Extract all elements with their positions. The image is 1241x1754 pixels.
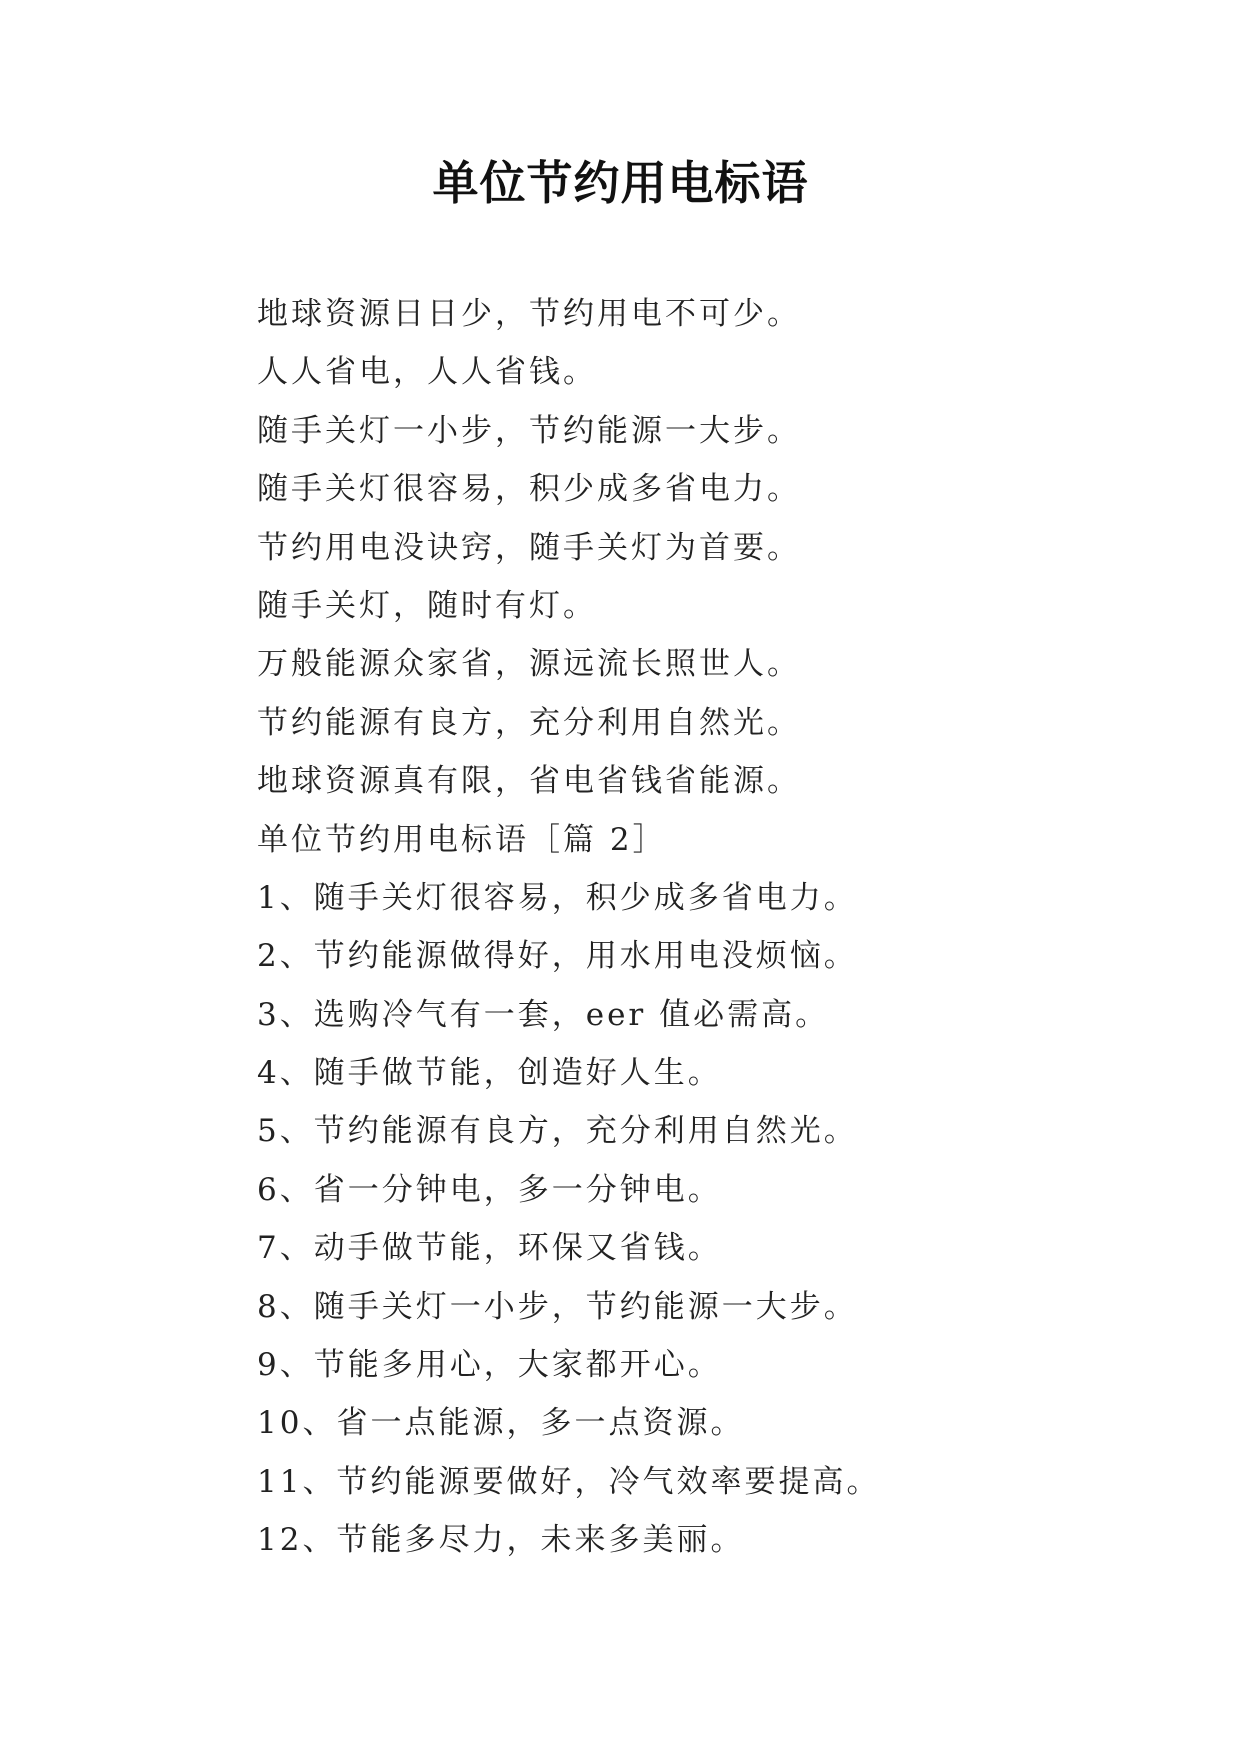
- numbered-slogan: 12、节能多尽力，未来多美丽。: [257, 1522, 745, 1559]
- slogan-line: 万般能源众家省，源远流长照世人。: [257, 646, 801, 683]
- slogan-line: 地球资源真有限，省电省钱省能源。: [257, 763, 801, 800]
- numbered-slogan: 10、省一点能源，多一点资源。: [257, 1405, 745, 1442]
- slogan-line: 地球资源日日少，节约用电不可少。: [257, 296, 801, 332]
- slogan-line: 随手关灯一小步，节约能源一大步。: [257, 412, 801, 449]
- numbered-slogan: 9、节能多用心，大家都开心。: [257, 1347, 722, 1384]
- slogan-line: 随手关灯很容易，积少成多省电力。: [257, 471, 801, 508]
- numbered-slogan: 11、节约能源要做好，冷气效率要提高。: [257, 1463, 881, 1500]
- slogan-line: 人人省电，人人省钱。: [257, 354, 597, 391]
- slogan-line: 节约用电没诀窍，随手关灯为首要。: [257, 529, 801, 566]
- slogan-line: 节约能源有良方，充分利用自然光。: [257, 704, 801, 741]
- numbered-slogan: 7、动手做节能，环保又省钱。: [257, 1230, 722, 1267]
- numbered-slogan: 6、省一分钟电，多一分钟电。: [257, 1171, 722, 1208]
- slogan-line: 随手关灯，随时有灯。: [257, 587, 597, 624]
- slogan-list: [257, 285, 1157, 1570]
- numbered-slogan: 5、节约能源有良方，充分利用自然光。: [257, 1113, 858, 1150]
- numbered-slogan: 8、随手关灯一小步，节约能源一大步。: [257, 1288, 858, 1325]
- section-heading: 单位节约用电标语［篇 2］: [257, 821, 667, 858]
- numbered-slogan: 3、选购冷气有一套，eer 值必需高。: [257, 996, 830, 1033]
- numbered-slogan: 4、随手做节能，创造好人生。: [257, 1055, 722, 1092]
- document-title: 单位节约用电标语: [432, 156, 809, 210]
- numbered-slogan: 2、节约能源做得好，用水用电没烦恼。: [257, 938, 858, 975]
- numbered-slogan: 1、随手关灯很容易，积少成多省电力。: [257, 879, 858, 916]
